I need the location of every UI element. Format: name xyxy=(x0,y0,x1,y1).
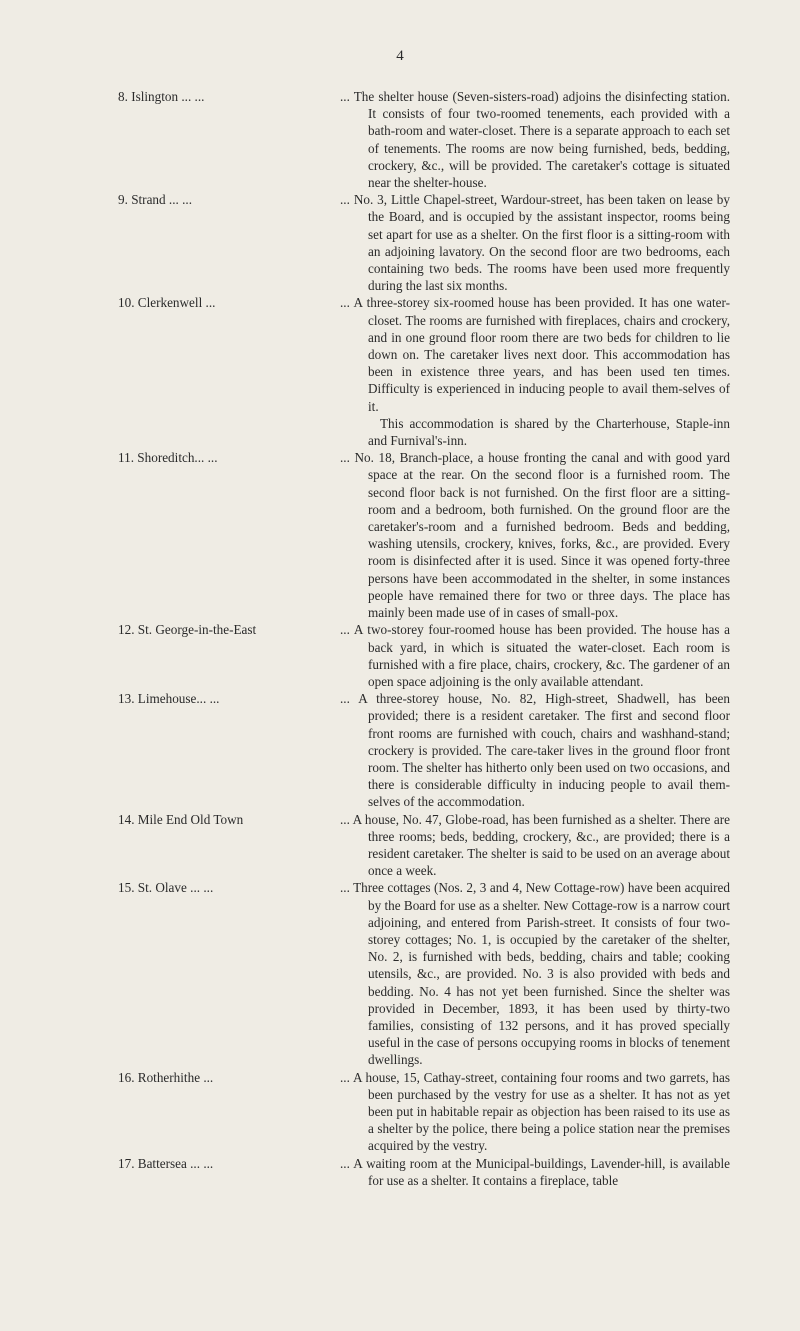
list-item xyxy=(118,88,730,191)
page-number: 4 xyxy=(396,48,404,64)
entry-paragraph: ... Three cottages (Nos. 2, 3 and 4, New Cottage-row) have been acquired by the Board for use as a shelter. New Cottage-row is a narrow court adjoining, and entered from Parish-street. It consists of four two-storey cottages; No. 1, is occupied by the caretaker of the shelter, No. 2, is furnished with beds, bedding, chairs and table; cooking utensils, &c., are provided. No. 3 is also provided with beds and bedding. No. 4 has not yet been furnished. Since the shelter was provided in December, 1893, it has been used by thirty-two families, consisting of 132 persons, and it has proved specially useful in the case of persons occupying rooms in blocks of tenement dwellings. xyxy=(340,880,730,1068)
list-item xyxy=(118,191,730,294)
district-name: 10. Clerkenwell ... xyxy=(118,295,216,311)
district-name: 14. Mile End Old Town xyxy=(118,811,244,827)
entry-paragraph: ... A three-storey six-roomed house has been provided. It has one water-closet. The rooms are furnished with fireplaces, chairs and crockery, and in one ground floor room there are two beds for children to lie down on. The caretaker lives next door. This accommodation has been in existence three years, and has been used ten times. Difficulty is experienced in inducing people to avail them-selves of it. xyxy=(340,295,730,414)
entry-body xyxy=(340,621,730,690)
entry-body xyxy=(340,811,730,880)
district-name: 11. Shoreditch... ... xyxy=(118,450,218,466)
entry-body xyxy=(340,294,730,449)
entry-body xyxy=(340,88,730,191)
entry-body xyxy=(340,690,730,810)
entry-paragraph: ... A three-storey house, No. 82, High-street, Shadwell, has been provided; there is a resident caretaker. The first and second floor front rooms are furnished with couch, chairs and washhand-stand; crockery is provided. The care-taker lives in the ground floor front room. The shelter has hitherto only been used on two occasions, and there is considerable difficulty in inducing people to avail them-selves of the accommodation. xyxy=(340,691,730,810)
district-name: 9. Strand ... ... xyxy=(118,192,192,208)
entry-body xyxy=(340,879,730,1068)
entry-body xyxy=(340,191,730,294)
list-item xyxy=(118,621,730,690)
district-name: 17. Battersea ... ... xyxy=(118,1155,214,1171)
list-item xyxy=(118,811,730,880)
entry-paragraph: This accommodation is shared by the Charterhouse, Staple-inn and Furnival's-inn. xyxy=(368,415,730,449)
entry-paragraph: ... A waiting room at the Municipal-buildings, Lavender-hill, is available for use as a shelter. It contains a fireplace, table xyxy=(340,1155,730,1188)
district-name: 15. St. Olave ... ... xyxy=(118,880,214,896)
list-item xyxy=(118,879,730,1068)
entry-paragraph: ... A house, No. 47, Globe-road, has been furnished as a shelter. There are three rooms; beds, bedding, crockery, &c., are provided; there is a resident caretaker. The shelter is said to be used on an average about once a week. xyxy=(340,811,730,879)
district-name: 12. St. George-in-the-East xyxy=(118,622,257,638)
entry-paragraph: ... No. 3, Little Chapel-street, Wardour-street, has been taken on lease by the Board, and is occupied by the assistant inspector, rooms being set apart for use as a shelter. On the first floor is a sitting-room with an adjoining lavatory. On the second floor are two bedrooms, each containing two beds. The rooms have been used more frequently during the last six months. xyxy=(340,192,730,294)
entry-paragraph: ... A two-storey four-roomed house has been provided. The house has a back yard, in which is situated the water-closet. Each room is furnished with a fire place, chairs, crockery, &c. The gardener of an open space adjoining is the only available attendant. xyxy=(340,622,730,689)
district-name: 8. Islington ... ... xyxy=(118,89,205,104)
list-item xyxy=(118,690,730,810)
list-item xyxy=(118,449,730,621)
list-item xyxy=(118,1155,730,1189)
entries-list xyxy=(118,88,730,1189)
entry-paragraph: ... A house, 15, Cathay-street, containing four rooms and two garrets, has been purchased by the vestry for use as a shelter. It has not as yet been put in habitable repair as objection has been raised to its use as a shelter by the police, there being a police station near the premises acquired by the vestry. xyxy=(340,1069,730,1154)
list-item xyxy=(118,1069,730,1155)
entry-paragraph: ... No. 18, Branch-place, a house fronting the canal and with good yard space at the rear. On the second floor is a furnished room. The second floor back is not furnished. On the first floor are a sitting-room and a bedroom, both furnished. On the ground floor are the caretaker's-room and a furnished bedroom. Beds and bedding, washing utensils, crockery, knives, forks, &c., are provided. Every room is disinfected after it is used. Since it was opened forty-three persons have been accommodated in the shelter, in some instances people have remained there for two or three days. The place has mainly been made use of in cases of small-pox. xyxy=(340,450,730,621)
district-name: 16. Rotherhithe ... xyxy=(118,1069,214,1085)
entry-body xyxy=(340,1155,730,1189)
entry-body xyxy=(340,449,730,621)
district-name: 13. Limehouse... ... xyxy=(118,691,220,707)
entry-body xyxy=(340,1069,730,1155)
entry-paragraph: ... The shelter house (Seven-sisters-road) adjoins the disinfecting station. It consists of four two-roomed tenements, each provided with a bath-room and water-closet. There is a separate approach to each set of tenements. The rooms are now being furnished, beds, bedding, crockery, &c., will be provided. The caretaker's cottage is situated near the shelter-house. xyxy=(340,89,730,191)
list-item xyxy=(118,294,730,449)
